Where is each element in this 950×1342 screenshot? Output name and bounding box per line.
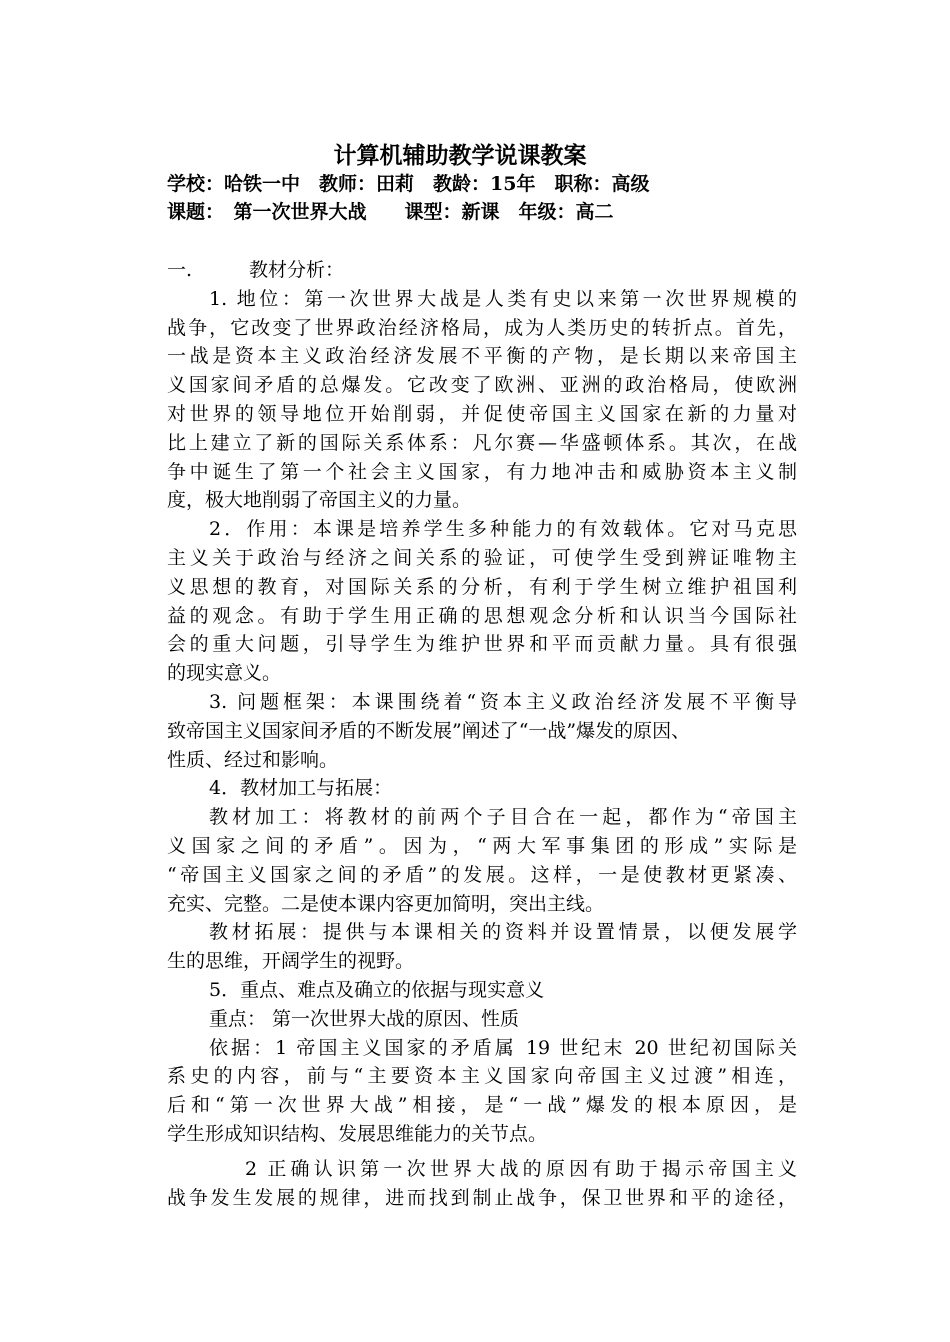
paragraph-line: 战争发生发展的规律，进而找到制止战争，保卫世界和平的途径，: [167, 1186, 797, 1209]
paragraph-line: 2 正确认识第一次世界大战的原因有助于揭示帝国主义: [245, 1157, 797, 1180]
paragraph-line: 教材拓展：提供与本课相关的资料并设置情景，以便发展学: [209, 921, 797, 944]
paragraph-line: 致帝国主义国家间矛盾的不断发展”阐述了“一战”爆发的原因、: [167, 719, 691, 742]
paragraph-line: 重点： 第一次世界大战的原因、性质: [209, 1007, 520, 1030]
paragraph-line: 生的思维，开阔学生的视野。: [167, 950, 415, 973]
paragraph-line: 对世界的领导地位开始削弱，并促使帝国主义国家在新的力量对: [167, 402, 797, 425]
paragraph-line: 依据：1 帝国主义国家的矛盾属 19 世纪末 20 世纪初国际关: [209, 1036, 797, 1059]
paragraph-line: 战争，它改变了世界政治经济格局，成为人类历史的转折点。首先，: [167, 316, 797, 339]
paragraph-line: 比上建立了新的国际关系体系：凡尔赛—华盛顿体系。其次，在战: [167, 431, 797, 454]
paragraph-line: 系史的内容，前与“主要资本主义国家向帝国主义过渡”相连，: [167, 1065, 797, 1088]
document-title: 计算机辅助教学说课教案: [333, 142, 587, 169]
paragraph-line: 主义关于政治与经济之间关系的验证，可使学生受到辨证唯物主: [167, 546, 797, 569]
paragraph-line: 2．作用：本课是培养学生多种能力的有效载体。它对马克思: [209, 518, 797, 541]
document-body: [167, 256, 797, 1212]
paragraph-line: 义国家间矛盾的总爆发。它改变了欧洲、亚洲的政治格局，使欧洲: [167, 374, 797, 397]
paragraph-line: 义思想的教育，对国际关系的分析，有利于学生树立维护祖国利: [167, 575, 797, 598]
paragraph-line: 后和“第一次世界大战”相接，是“一战”爆发的根本原因，是: [167, 1094, 797, 1117]
paragraph-line: 1. 地位：第一次世界大战是人类有史以来第一次世界规模的: [209, 287, 797, 310]
paragraph-line: 会的重大问题，引导学生为维护世界和平而贡献力量。具有很强: [167, 633, 797, 656]
paragraph-line: 学生形成知识结构、发展思维能力的关节点。: [167, 1122, 548, 1145]
paragraph-line: 争中诞生了第一个社会主义国家，有力地冲击和威胁资本主义制: [167, 460, 797, 483]
paragraph-line: 的现实意义。: [167, 662, 282, 685]
paragraph-line: 3. 问题框架：本课围绕着“资本主义政治经济发展不平衡导: [209, 690, 797, 713]
paragraph-line: 5．重点、难点及确立的依据与现实意义: [209, 978, 545, 1001]
paragraph-line: 4．教材加工与拓展：: [209, 777, 393, 800]
paragraph-line: 性质、经过和影响。: [167, 748, 339, 771]
paragraph-line: “帝国主义国家之间的矛盾”的发展。这样，一是使教材更紧凑、: [167, 863, 797, 886]
paragraph-line: 教材加工：将教材的前两个子目合在一起，都作为“帝国主: [209, 806, 797, 829]
section-heading: 一. 教材分析：: [167, 259, 345, 281]
paragraph-line: 度，极大地削弱了帝国主义的力量。: [167, 489, 472, 512]
paragraph-line: 充实、完整。二是使本课内容更加简明，突出主线。: [167, 892, 605, 915]
meta-school-teacher: 学校：哈铁一中 教师：田莉 教龄：15年 职称：高级: [167, 173, 650, 195]
paragraph-line: 一战是资本主义政治经济发展不平衡的产物，是长期以来帝国主: [167, 345, 797, 368]
paragraph-line: 益的观念。有助于学生用正确的思想观念分析和认识当今国际社: [167, 604, 797, 627]
meta-topic-type: 课题： 第一次世界大战 课型：新课 年级：高二: [167, 201, 614, 223]
paragraph-line: 义国家之间的矛盾”。因为，“两大军事集团的形成”实际是: [167, 834, 797, 857]
